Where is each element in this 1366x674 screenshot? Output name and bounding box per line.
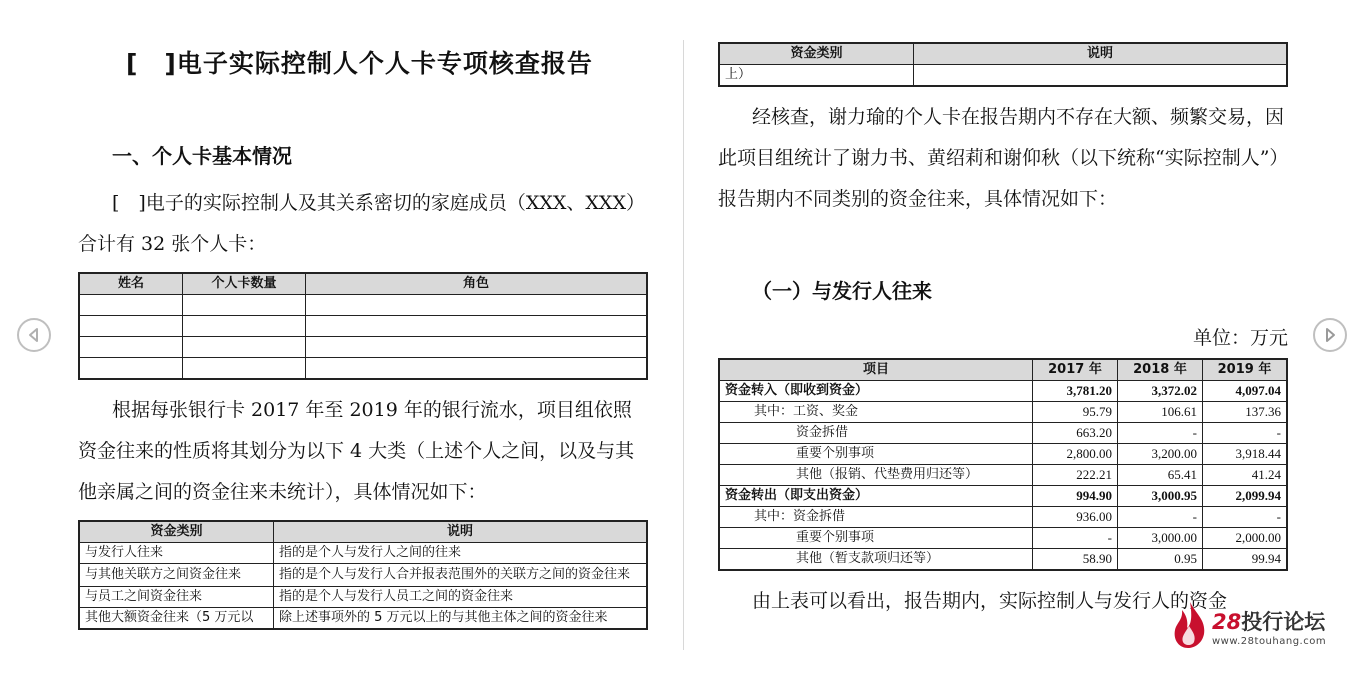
table-row — [79, 358, 647, 380]
report-title: [ ]电子实际控制人个人卡专项核查报告 — [126, 49, 593, 78]
fund-cell: 65.41 — [1118, 465, 1203, 486]
fund-cell: 58.90 — [1033, 549, 1118, 571]
table-row — [719, 381, 1287, 402]
fund-cell: 3,372.02 — [1118, 381, 1203, 402]
fund-cell: 2,800.00 — [1033, 444, 1118, 465]
section-heading-1: 一、个人卡基本情况 — [112, 144, 292, 168]
table-row — [719, 402, 1287, 423]
fund-cell: 222.21 — [1033, 465, 1118, 486]
fund-row-label: 资金转出（即支出资金） — [719, 486, 1033, 507]
fund-row-label: 其他（报销、代垫费用归还等） — [719, 465, 1033, 486]
table-row — [79, 337, 647, 358]
prev-page-button[interactable] — [17, 318, 51, 352]
fund-row-label: 重要个别事项 — [719, 528, 1033, 549]
site-logo[interactable] — [1170, 600, 1346, 654]
fund-cell: 4,097.04 — [1203, 381, 1288, 402]
paragraph-conclusion: 由上表可以看出，报告期内，实际控制人与发行人的资金 — [752, 590, 1228, 612]
table-row: 与员工之间资金往来 指的是个人与发行人员工之间的资金往来 — [79, 587, 647, 608]
fund-row-label: 其他（暂支款项归还等） — [719, 549, 1033, 571]
category-table — [78, 520, 648, 630]
fund-cell: 3,781.20 — [1033, 381, 1118, 402]
table-row: 上） — [719, 65, 1287, 87]
card-table — [78, 272, 648, 380]
fund-cell: 3,000.00 — [1118, 528, 1203, 549]
fund-row-label: 其中：资金拆借 — [719, 507, 1033, 528]
table-row: 与发行人往来 指的是个人与发行人之间的往来 — [79, 543, 647, 564]
table-row — [719, 444, 1287, 465]
fund-table-header-item: 项目 — [719, 359, 1033, 381]
flame-icon — [1170, 600, 1210, 650]
fund-row-label: 重要个别事项 — [719, 444, 1033, 465]
category-table-header-desc: 说明 — [274, 521, 648, 543]
table-row — [719, 528, 1287, 549]
logo-name: 投行论坛 — [1241, 610, 1326, 634]
table-row — [719, 465, 1287, 486]
table-row: 与其他关联方之间资金往来 指的是个人与发行人合并报表范围外的关联方之间的资金往来 — [79, 564, 647, 587]
table-row — [79, 295, 647, 316]
fund-cell: 106.61 — [1118, 402, 1203, 423]
fund-row-label: 资金拆借 — [719, 423, 1033, 444]
unit-label: 单位：万元 — [1192, 327, 1288, 349]
category-table-continued — [718, 42, 1288, 87]
fund-cell: 95.79 — [1033, 402, 1118, 423]
fund-cell: 2,000.00 — [1203, 528, 1288, 549]
card-table-header-count: 个人卡数量 — [183, 273, 306, 295]
fund-cell: 99.94 — [1203, 549, 1288, 571]
fund-cell: 3,000.95 — [1118, 486, 1203, 507]
fund-cell: - — [1033, 528, 1118, 549]
fund-flow-table — [718, 358, 1288, 571]
table-row — [719, 423, 1287, 444]
logo-url: www.28touhang.com — [1212, 636, 1327, 647]
fund-cell: - — [1203, 423, 1288, 444]
chevron-right-icon — [1323, 327, 1337, 343]
fund-cell: 936.00 — [1033, 507, 1118, 528]
fund-cell: 3,200.00 — [1118, 444, 1203, 465]
next-page-button[interactable] — [1313, 318, 1347, 352]
table-row — [719, 507, 1287, 528]
category-table-header-type: 资金类别 — [719, 43, 914, 65]
fund-table-body — [719, 381, 1287, 571]
paragraph-card-count: [ ]电子的实际控制人及其关系密切的家庭成员（XXX、XXX）合计有 32 张个人卡： — [78, 192, 645, 255]
fund-row-label: 资金转入（即收到资金） — [719, 381, 1033, 402]
subsection-heading: （一）与发行人往来 — [752, 279, 932, 303]
paragraph-classification: 根据每张银行卡 2017 年至 2019 年的银行流水，项目组依照资金往来的性质将其划分为以下 4 大类（上述个人之间，以及与其他亲属之间的资金往来未统计），具体情况如下： — [78, 399, 635, 503]
category-table-header-desc: 说明 — [914, 43, 1288, 65]
card-table-header-name: 姓名 — [79, 273, 183, 295]
fund-cell: 137.36 — [1203, 402, 1288, 423]
table-row: 其他大额资金往来（5 万元以 除上述事项外的 5 万元以上的与其他主体之间的资金往来 — [79, 608, 647, 630]
category-table-header-type: 资金类别 — [79, 521, 274, 543]
paragraph-verification: 经核查，谢力瑜的个人卡在报告期内不存在大额、频繁交易，因此项目组统计了谢力书、黄绍莉和谢仰秋（以下统称“实际控制人”）报告期内不同类别的资金往来，具体情况如下： — [718, 106, 1285, 210]
page-divider — [683, 40, 684, 650]
fund-row-label: 其中：工资、奖金 — [719, 402, 1033, 423]
fund-table-header-2017: 2017 年 — [1033, 359, 1118, 381]
table-row — [719, 486, 1287, 507]
logo-text — [1212, 606, 1325, 636]
fund-cell: - — [1203, 507, 1288, 528]
fund-cell: 663.20 — [1033, 423, 1118, 444]
fund-cell: 41.24 — [1203, 465, 1288, 486]
fund-cell: - — [1118, 507, 1203, 528]
fund-cell: 2,099.94 — [1203, 486, 1288, 507]
fund-cell: 3,918.44 — [1203, 444, 1288, 465]
table-row — [79, 316, 647, 337]
table-row — [719, 549, 1287, 571]
logo-number: 28 — [1212, 610, 1242, 634]
fund-cell: 994.90 — [1033, 486, 1118, 507]
fund-table-header-2019: 2019 年 — [1203, 359, 1288, 381]
fund-cell: 0.95 — [1118, 549, 1203, 571]
fund-cell: - — [1118, 423, 1203, 444]
card-table-header-role: 角色 — [306, 273, 648, 295]
fund-table-header-2018: 2018 年 — [1118, 359, 1203, 381]
chevron-left-icon — [27, 327, 41, 343]
